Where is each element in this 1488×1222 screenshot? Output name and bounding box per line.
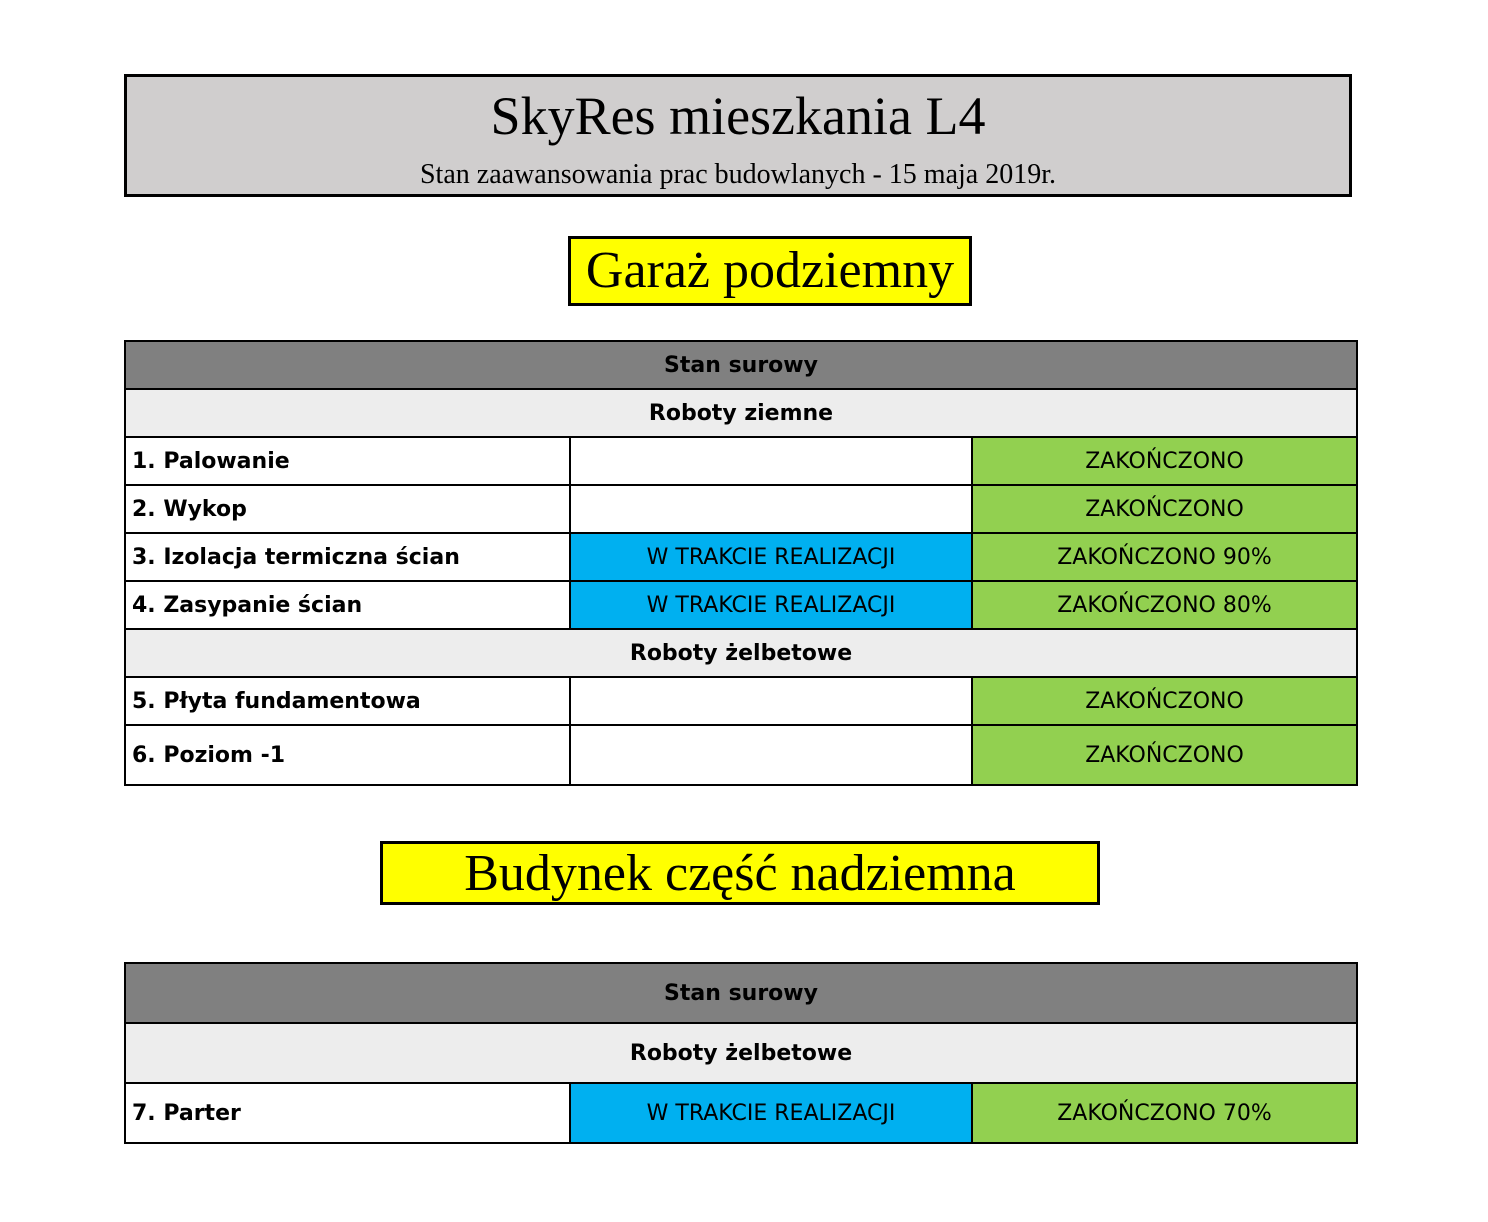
progress-cell: W TRAKCIE REALIZACJI	[570, 1083, 972, 1143]
table-row	[125, 533, 1357, 581]
progress-table-garage	[124, 340, 1358, 786]
status-cell: ZAKOŃCZONO	[972, 485, 1357, 533]
progress-cell	[570, 437, 972, 485]
task-name: 6. Poziom -1	[125, 725, 570, 785]
progress-cell	[570, 485, 972, 533]
report-subtitle: Stan zaawansowania prac budowlanych - 15 maja 2019r.	[419, 159, 1056, 190]
status-cell: ZAKOŃCZONO	[972, 725, 1357, 785]
table-row	[125, 677, 1357, 725]
progress-cell: W TRAKCIE REALIZACJI	[570, 581, 972, 629]
report-header	[124, 74, 1352, 197]
table-row	[125, 1083, 1357, 1143]
table-row	[125, 725, 1357, 785]
status-cell: ZAKOŃCZONO 70%	[972, 1083, 1357, 1143]
table-row	[125, 485, 1357, 533]
status-cell: ZAKOŃCZONO 90%	[972, 533, 1357, 581]
task-name: 4. Zasypanie ścian	[125, 581, 570, 629]
status-cell: ZAKOŃCZONO 80%	[972, 581, 1357, 629]
progress-cell	[570, 677, 972, 725]
group-header-earthworks: Roboty ziemne	[125, 389, 1357, 437]
task-name: 1. Palowanie	[125, 437, 570, 485]
stage-header: Stan surowy	[125, 341, 1357, 389]
progress-cell: W TRAKCIE REALIZACJI	[570, 533, 972, 581]
section-banner-building: Budynek część nadziemna	[380, 841, 1100, 905]
table-row	[125, 581, 1357, 629]
task-name: 3. Izolacja termiczna ścian	[125, 533, 570, 581]
status-cell: ZAKOŃCZONO	[972, 437, 1357, 485]
status-cell: ZAKOŃCZONO	[972, 677, 1357, 725]
stage-header: Stan surowy	[125, 963, 1357, 1023]
group-header-concrete: Roboty żelbetowe	[125, 629, 1357, 677]
section-banner-garage: Garaż podziemny	[568, 236, 972, 306]
task-name: 5. Płyta fundamentowa	[125, 677, 570, 725]
task-name: 7. Parter	[125, 1083, 570, 1143]
progress-cell	[570, 725, 972, 785]
report-title: SkyRes mieszkania L4	[490, 86, 986, 146]
group-header-concrete: Roboty żelbetowe	[125, 1023, 1357, 1083]
table-row	[125, 437, 1357, 485]
task-name: 2. Wykop	[125, 485, 570, 533]
progress-table-building	[124, 962, 1358, 1144]
